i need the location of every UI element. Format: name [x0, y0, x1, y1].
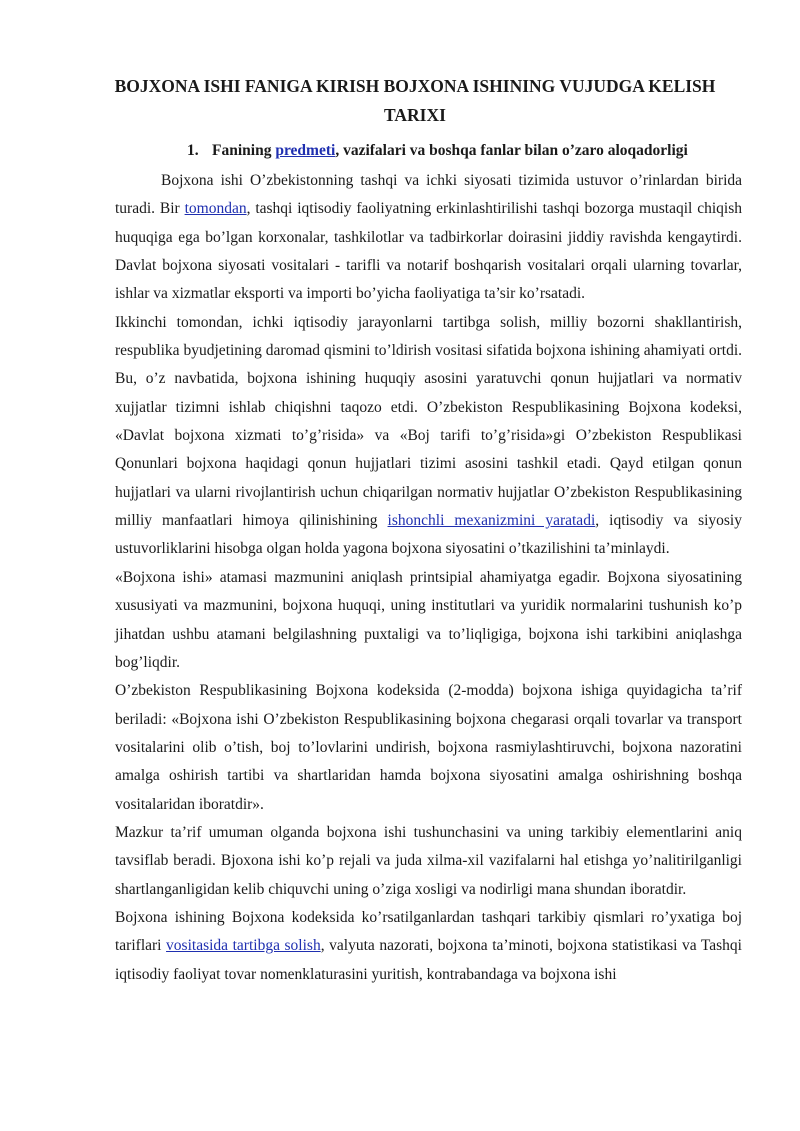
- mexanizm-link[interactable]: ishonchli mexanizmini yaratadi: [387, 512, 596, 530]
- document-body: [115, 167, 742, 989]
- paragraph-2-text-end: , iqtisodiy va siyosiy ustuvorliklarini hisobga olgan holda yagona bojxona siyosatini o’tkazilishini ta’minlaydi.: [115, 512, 742, 558]
- paragraph-1: [115, 167, 742, 309]
- section-number: 1.: [187, 142, 199, 159]
- paragraph-4: O’zbekiston Respublikasining Bojxona kodeksida (2-modda) bojxona ishiga quyidagicha ta’rif beriladi: «Bojxona ishi O’zbekiston Respublikasining bojxona chegarasi orqali tovarlar va transport vositalarini olib o’tish, boj to’lovlarini undirish, bojxona rasmiylashtiruvchi, bojxona nazoratini amalga oshirish tartibi va shartlaridan hamda bojxona siyosatini amalga oshirishning boshqa vositalaridan iboratdir».: [115, 682, 742, 813]
- paragraph-3: «Bojxona ishi» atamasi mazmunini aniqlash printsipial ahamiyatga egadir. Bojxona siyosatining xususiyati va mazmunini, bojxona huquqi, uning institutlari va yuridik normalarini tushunish ko’p jihatdan ushbu atamani belgilashning puxtaligi va to’liqligiga, bojxona ishi tarkibini aniqlashga bog’liqdir.: [115, 568, 742, 671]
- paragraph-6: [115, 904, 742, 989]
- paragraph-1-text-end: , tashqi iqtisodiy faoliyatning erkinlashtirilishi tashqi bozorga mustaqil chiqish huquqiga ega bo’lgan korxonalar, tashkilotlar va tadbirkorlar doirasini jiddiy ravishda kengaytirdi. Davlat bojxona siyosati vositalari - tarifli va notarif boshqarish vositalari orqali ularning tovarlar, ishlar va xizmatlar eksporti va importi bo’yicha faoliyatiga ta’sir ko’rsatadi.: [115, 200, 742, 303]
- section-heading: [187, 140, 688, 162]
- paragraph-2-text-start: Ikkinchi tomondan, ichki iqtisodiy jarayonlarni tartibga solish, milliy bozorni shakllantirish, respublika byudjetining daromad qismini to’ldirish vositasi sifatida bojxona ishining ahamiyati ortdi. Bu, o’z navbatida, bojxona ishining huquqiy asosini yaratuvchi qonun hujjatlari va normativ xujjatlar tizimni ishlab chiqishni taqozo etdi. O’zbekiston Respublikasining Bojxona kodeksi, «Davlat bojxona xizmati to’g’risida» va «Boj tarifi to’g’risida»gi O’zbekiston Respublikasi Qonunlari bojxona haqidagi qonun hujjatlari tizimi asosini tashkil etadi. Qayd etilgan qonun hujjatlari va ularni rivojlantirish uchun chiqarilgan normativ hujjatlar O’zbekiston Respublikasining milliy manfaatlari himoya qilinishining: [115, 313, 742, 530]
- predmeti-link[interactable]: predmeti: [275, 142, 336, 159]
- paragraph-6-text-end: , valyuta nazorati, bojxona ta’minoti, bojxona statistikasi va Tashqi iqtisodiy faoliyat tovar nomenklaturasini yuritish, kontrabandaga va bojxona ishi: [115, 937, 742, 983]
- section-heading-text-end: , vazifalari va boshqa fanlar bilan o’zaro aloqadorligi: [335, 142, 688, 159]
- section-heading-text-start: Fanining: [212, 142, 276, 159]
- document-title: BOJXONA ISHI FANIGA KIRISH BOJXONA ISHINING VUJUDGA KELISH TARIXI: [114, 76, 716, 125]
- paragraph-6-text-start: Bojxona ishining Bojxona kodeksida ko’rsatilganlardan tashqari tarkibiy qismlari ro’yxatiga boj tariflari: [115, 908, 742, 955]
- paragraph-2: [115, 309, 742, 564]
- paragraph-5: Mazkur ta’rif umuman olganda bojxona ishi tushunchasini va uning tarkibiy elementlarini aniq tavsiflab beradi. Bjoxona ishi ko’p rejali va juda xilma-xil vazifalarni hal etishga yo’nalitirilganligi shartlanganligidan kelib chiquvchi uning o’ziga xosligi va nodirligi mana shundan iboratdir.: [115, 823, 742, 898]
- tartibga-solish-link[interactable]: vositasida tartibga solish: [166, 937, 321, 955]
- tomondan-link[interactable]: tomondan: [184, 200, 247, 218]
- paragraph-1-text-start: Bojxona ishi O’zbekistonning tashqi va ichki siyosati tizimida ustuvor o’rinlardan birida turadi. Bir: [115, 172, 742, 218]
